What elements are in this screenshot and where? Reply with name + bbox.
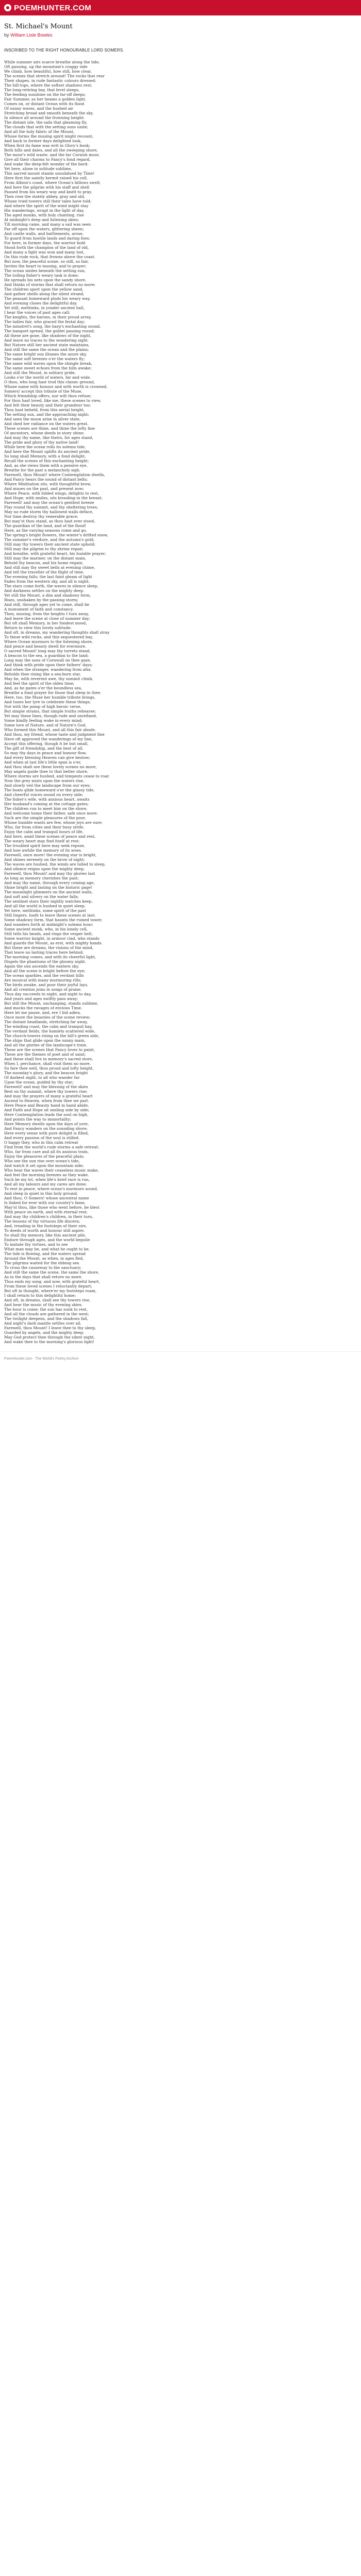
logo-circle-icon	[4, 4, 11, 11]
poem-title: St. Michael's Mount	[4, 23, 73, 30]
poem-content	[0, 15, 361, 1344]
site-header	[0, 0, 361, 15]
byline-prefix: by	[4, 32, 11, 38]
poem-byline	[4, 32, 357, 38]
author-link[interactable]: William Lisle Bowles	[10, 32, 53, 38]
poem-body: While summer airs scarce breathe along the tide, Oft pausing, up the mountain's craggy side We climb, how beautiful, how still, how clear, The scenes that stretch around! The rocks that rear Their shapes, in rude fantastic colours dressed: The hill-tops, where the softest shadows rest; The long-retiring bay, that level sleeps, The feeding sunshine on the far-off deeps; Fair Summer, as her beams a golden light, Comes on, or distant Ocean with its flood Of sunny waves, and the hushed air Stretching broad and smooth beneath the sky, In silence all around the frowning height: The distant isle, the sails that gleaming fly, The clouds that with the setting suns unite; And all the holy fabric of the Mount, Whose forms the musing spirit might recount, And back to former days delighted look, When first its fame was writ in Glory's book; Both hills and dales, and all the sweeping shore, The moor's wild waste, and the far Cornish moor, Give all their charms to Fancy's fond regard, And wake the deep-felt wonder of the bard: Yet here, alone in solitude sublime, This sacred mount stands unsubdued by Time! Here first the saintly hermit raised his cell, From Albion's coast, where Ocean's billows swell; And here the pilgrim with his staff and shell Paused from his weary way and knelt to pray. Then rose the stately abbey, gray and old, Whose ivied towers still their tales have told; And where the spirit of the wind might stay His wanderings, wrapt in the light of day, The aged monks, with holy chanting, rise At midnight's deep and listening skies; Till morning came, and many a sail was seen Far off upon the waters, glittering sheen; And castle walls, and battlements, arose, To guard from hostile lands and daring foes; For here, in former days, the warrior bold Stood forth the champion of the land of old, And many a fight was won and many lost, On this rude rock, that frowns above the coast. But now, the peaceful scene, so still, so fair, Invites the heart to musing, and to prayer; The ocean smiles beneath the setting sun, The toiling fisher's weary task is done; He spreads his nets upon the sandy shore, And thinks of storms that shall return no more; The children sport upon the yellow sand, And gather shells along the silent strand; The peasant homeward plods his weary way, And evening closes the delightful day. Yet still, methinks, in yonder ancient hall, I hear the voices of past ages call; The knights, the barons, in their proud array, The ladies fair, who graced the festal day; The minstrel's song, the harp's enchanting sound, The banquet spread, the goblet passing round; All these are gone, like shadows of the night, And leave no traces to the wondering sight. But Nature still her ancient state maintains, And still the same the ocean and the plains; The same bright sun illumes the azure sky, The same soft breezes o'er the waters fly; The same wild waves upon the shingle break, The same sweet echoes from the hills awake; And still the Mount, in solitary pride, Looks o'er the world of waters, far and wide. O thou, who long hast trod this classic ground, Whose name with honour and with worth is crowned, Somers! accept this tribute of the Muse, Which friendship offers, nor wilt thou refuse; For thou hast loved, like me, these scenes to view, And felt their beauty and their grandeur too; Thou hast beheld, from this aerial height, The setting sun, and the approaching night; And seen the moon arise in silver state, And shed her radiance on the waters great. These scenes are thine, and thine the lofty line Of ancestors, whose deeds in story shine; And may thy name, like theirs, for ages stand, The pride and glory of thy native land! While here the ocean rolls its solemn tide, And here the Mount uplifts its ancient pride, So long shall Memory, with a fond delight, Recall the scenes of this enchanting height; And, as she views them with a pensive eye, Breathe for the past a melancholy sigh. Farewell, thou Mount! where Contemplation dwells, And Fancy hears the sound of distant bells; Where Meditation sits, with thoughtful brow, And muses on the past, and present now; Where Peace, with folded wings, delights to rest, And Hope, with smiles, sits brooding in the breast; Farewell! and may the ocean's gentlest breeze Play round thy summit, and thy sheltering trees; May no rude storm thy hallowed walls deface, Nor time destroy thy venerable grace; But may'st thou stand, as thou hast ever stood, The guardian of the land, and of the flood! Here, as the varying seasons come and go, The spring's bright flowers, the winter's drifted snow, The summer's verdure, and the autumn's gold, Still may thy towers their ancient state uphold; Still may the pilgrim to thy shrine repair, And breathe, with grateful heart, his humble prayer; Still may the mariner, on the distant main, Behold thy beacon, and his home regain; And still may thy sweet bells at evening chime, And tell the traveller of the flight of time. The evening falls; the last faint gleam of light Fades from the western sky, and all is night; The stars come forth, the waves in silence sleep, And darkness settles on the mighty deep. Yet still the Mount, a dim and shadowy form, Rises, unshaken by the passing storm; And still, through ages yet to come, shall be A monument of faith and constancy. Then, musing, from the heights I turn away, And leave the scene at close of summer day; But oft shall Memory, in her fondest mood, Return to view this lovely solitude; And oft, in dreams, my wandering thoughts shall stray To these wild rocks, and this sequestered bay, Where Ocean murmurs to the listening shore, And peace and beauty dwell for evermore. O sacred Mount! long may thy turrets stand, A beacon to the sea, a guardian to the land; Long may the sons of Cornwall on thee gaze, And think with pride upon their fathers' days; And when the stranger, wandering from afar, Beholds thee rising like a sea-born star, May he, with reverent awe, thy summit climb, And feel the spirit of the olden time; And, as he gazes o'er the boundless sea, Breathe a fond prayer for those that sleep in thee. Here, too, the Muse her humble tribute brings, And tunes her lyre to celebrate these things; Not with the pomp of high heroic verse, But simple strains, that simple truths rehearse; Yet may these lines, though rude and unrefined, Some kindly feeling wake in every mind; Some love of Nature, and of Nature's God, Who formed this Mount, and all this fair abode. And thou, my friend, whose taste and judgment fine Have oft approved the wanderings of my line, Accept this offering, though it be but small, The gift of friendship, and the best of all. So may thy days in peace and honour flow, And every blessing Heaven can give bestow; And when at last life's little span is o'er, And thou shalt see these lovely scenes no more, May angels guide thee to that better shore, Where storms are hushed, and tempests cease to roar. Now the grey mists upon the waters rise, And slowly veil the landscape from our eyes; The boats glide homeward o'er the glassy tide, And cheerful voices sound on every side; The fisher's wife, with anxious heart, awaits Her husband's coming at the cottage gates; The children run to meet him on the shore, And welcome home their father, safe once more. Such are the simple pleasures of the poor, Whose humble wants are few, whose joys are sure; Who, far from cities and their busy strife, Enjoy the calm and tranquil hours of life. And here, amid these scenes of peace and rest, The weary heart may find itself at rest; The troubled spirit here may seek repose, And lose awhile the memory of its woes. Farewell, once more! the evening star is bright, And shines serenely on the brow of night; The waves are hushed, the winds are lulled to sleep, And silence reigns upon the mighty deep; Farewell, thou Mount! and may thy glories last As long as memory cherishes the past; And may thy name, through every coming age, Shine bright and lasting on the historic page! The moonlight glimmers on the ancient walls, And soft and silvery on the water falls; The sentinel stars their nightly watches keep, And all the world is hushed in quiet sleep. Yet here, methinks, some spirit of the past Still lingers, loath to leave these scenes at last; Some shadowy form, that haunts the ruined tower, And wanders forth at midnight's solemn hour; Some ancient monk, who, in his lonely cell, Still tells his beads, and rings the vesper bell; Some warrior knight, in armour clad, who stands And guards the Mount, as erst, with mighty hands. But these are dreams, the visions of the mind, That leave no lasting traces here behind; The morning comes, and with its cheerful light, Dispels the phantoms of the gloomy night. Again the sun ascends the eastern sky, And all the scene is bright before the eye; The ocean sparkles, and the verdant hills Are musical with many murmuring rills; The birds awake, and pour their joyful lays, And all creation joins in songs of praise. Thus day succeeds to night, and night to day, And years and ages swiftly pass away; But still the Mount, unchanging, stands sublime, And mocks the ravages of envious Time. Here let me pause, and, ere I bid adieu, Once more the beauties of the scene review; The distant headlands, stretching far away, The winding coast, the calm and tranquil bay, The verdant fields, the hamlets scattered wide, The church-towers rising on the hill's green side, The ships that glide upon the sunny main, And all the glories of the landscape's train. These are the scenes that Fancy loves to paint, These are the themes of poet and of saint; And these shall live in memory's sacred store, When I, perchance, shall visit them no more. So fare thee well, thou proud and lofty height, The noonday's glory, and the beacon bright Of darkest night, to all who wander far Upon the ocean, guided by thy star; Farewell! and may the blessing of the skies Rest on thy summit, where thy towers rise; And may the prayers of many a grateful heart Ascend to Heaven, when from thee we part. Here Peace and Beauty hand in hand abide, And Faith and Hope sit smiling side by side; Here Contemplation leads the soul on high, And points the way to immortality; Here Memory dwells upon the days of yore, And Fancy wanders on the sounding shore; Here every sense with pure delight is filled, And every passion of the soul is stilled. O happy they, who in this calm retreat Find from the world's rude storms a safe retreat; Who, far from care and all its anxious train, Enjoy the pleasures of the peaceful plain; Who see the sun rise over ocean's tide, And watch it set upon the mountain side; Who hear the waves their ceaseless music make, And feel the morning breezes as they wake. Such be my lot, when life's brief race is run, And all my labours and my cares are done; To rest in peace, where ocean's murmurs sound, And sleep in quiet in this holy ground. And thou, O Somers! whose ancestral name Is linked for ever with our country's fame, May'st thou, like those who went before, be blest With peace on earth, and with eternal rest; And may thy children's children, in their turn, The lessons of thy virtuous life discern; And, treading in the footsteps of their sire, To deeds of worth and honour still aspire. So shall thy memory, like this ancient pile, Endure through ages, and the world beguile To imitate thy virtues, and to see What man may be, and what he ought to be. The tide is flowing, and the waters spread Around the Mount, as when, in ages fled, The pilgrims waited for the ebbing sea To cross the causeway to the sanctuary; And still the same the scene, the same the shore, As in the days that shall return no more. Thus ends my song; and now, with grateful heart, From these loved scenes I reluctantly depart; But oft in thought, where'er my footsteps roam, I shall return to this delightful home; And oft, in dreams, shall see thy towers rise, And hear the music of thy evening skies. The hour is come; the sun has sunk to rest, And all the clouds are gathered in the west; The twilight deepens, and the shadows fall, And night's dark mantle settles over all. Farewell, thou Mount! I leave thee to thy sleep, Guarded by angels, and the mighty deep; May God protect thee through the silent night, And wake thee to the morning's glorious light!	[4, 60, 110, 1344]
logo-text: POEMHUNTER.COM	[14, 3, 92, 12]
poem-dedication: INSCRIBED TO THE RIGHT HONOURABLE LORD SOMERS.	[4, 48, 124, 53]
page-footer: PoemHunter.com - The World's Poetry Archive	[0, 1351, 361, 1366]
site-logo[interactable]	[4, 4, 91, 12]
